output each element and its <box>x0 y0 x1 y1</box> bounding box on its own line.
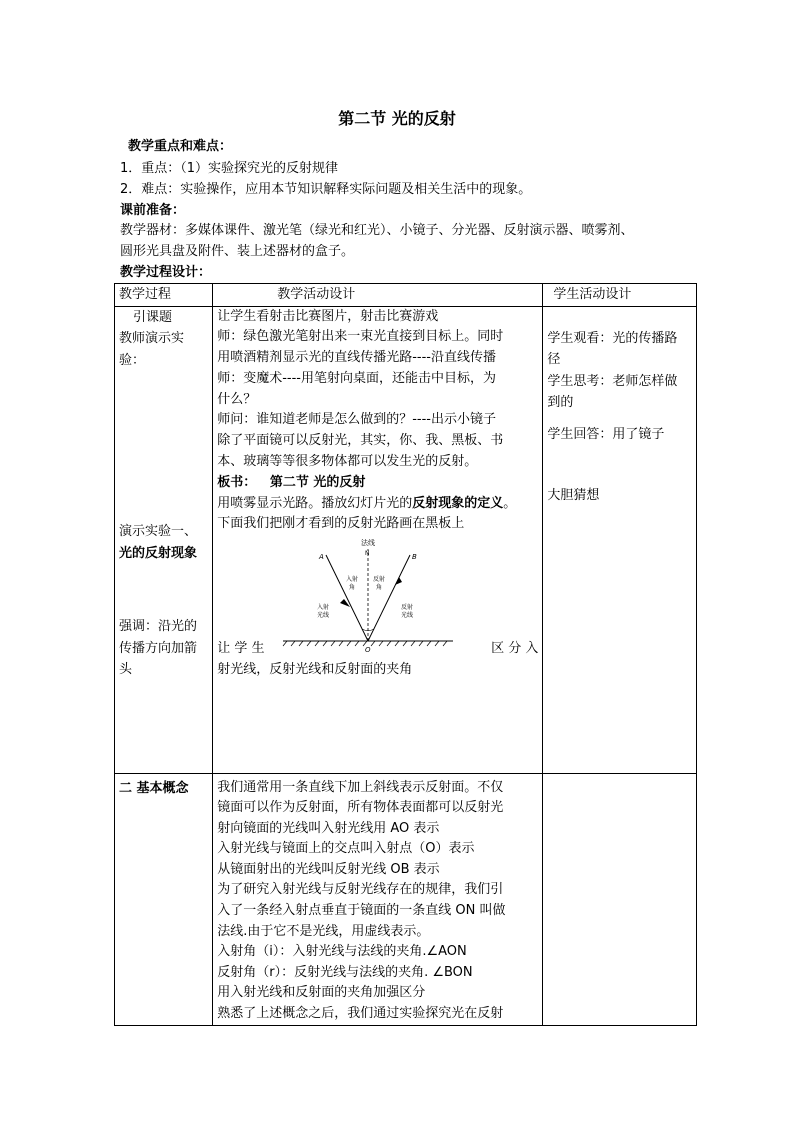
concept-line: 入射光线与镜面上的交点叫入射点（O）表示 <box>217 841 475 857</box>
student-line: 学生思考：老师怎样做 <box>547 373 678 389</box>
teacher-line: 除了平面镜可以反射光，其实，你、我、黑板、书 <box>217 433 504 449</box>
experiment-one-label: 演示实验一、 <box>119 524 198 539</box>
concept-line: 法线.由于它不是光线，用虚线表示。 <box>217 923 430 939</box>
row1-student-cell <box>543 306 697 773</box>
emphasis-line-1: 强调：沿光的 <box>119 619 198 634</box>
table-header-row <box>115 284 697 307</box>
reflection-angle-label-2: 角 <box>376 584 383 592</box>
incident-angle-label-2: 角 <box>349 584 356 592</box>
concept-line: 从镜面射出的光线叫反射光线 OB 表示 <box>217 861 440 877</box>
spray-text: 用喷雾显示光路。播放幻灯片光的 <box>217 495 413 511</box>
period-text: 。 <box>503 495 517 511</box>
normal-label: 法线 <box>361 539 376 548</box>
row2-process-cell <box>115 773 213 1025</box>
prep-line-2: 圆形光具盘及附件、装上述器材的盒子。 <box>120 244 355 259</box>
row1-teacher-cell <box>213 306 543 773</box>
page-title: 第二节 光的反射 <box>338 109 456 128</box>
teacher-demo-label: 教师演示实验： <box>119 331 185 368</box>
board-writing <box>217 473 538 494</box>
student-line: 学生观看：光的传播路 <box>547 330 678 346</box>
incident-ray-label-1: 入射 <box>317 604 330 612</box>
teacher-line: 用喷酒精剂显示光的直线传播光路----沿直线传播 <box>217 350 496 366</box>
basic-concepts-label: 二 基本概念 <box>119 780 189 796</box>
row2-teacher-cell <box>213 773 543 1025</box>
incident-ray <box>326 555 368 641</box>
n-label: N <box>365 550 370 558</box>
distinguish-text: 区 分 入 <box>491 641 539 657</box>
emphasis-line-2: 传播方向加箭 <box>119 640 198 656</box>
key-point-1: 1．重点：（1）实验探究光的反射规律 <box>120 161 339 176</box>
teacher-line: 师问：谁知道老师是怎么做到的？----出示小镜子 <box>217 412 496 428</box>
concept-line: 镜面可以作为反射面，所有物体表面都可以反射光 <box>217 800 504 816</box>
reflection-angle-label-1: 反射 <box>373 576 386 584</box>
concept-line: 用入射光线和反射面的夹角加强区分 <box>217 985 426 1001</box>
teacher-line <box>217 494 538 515</box>
concept-line: 我们通常用一条直线下加上斜线表示反射面。不仅 <box>217 779 504 795</box>
b-label: B <box>412 553 418 562</box>
o-label: O <box>365 646 371 655</box>
concept-line: 射向镜面的光线叫入射光线用 AO 表示 <box>217 820 440 836</box>
concept-line: 熟悉了上述概念之后，我们通过实验探究光在反射 <box>217 1006 504 1022</box>
lesson-table <box>114 283 697 1026</box>
table-row <box>115 773 697 1025</box>
reflected-ray-label-2: 光线 <box>401 612 414 620</box>
student-line: 大胆猜想 <box>547 488 600 503</box>
board-label: 板书： <box>217 474 257 490</box>
prep-heading: 课前准备： <box>120 203 186 218</box>
row1-process-cell <box>115 306 213 773</box>
teacher-line: 什么？ <box>217 391 257 407</box>
student-line: 径 <box>547 352 561 367</box>
reflected-ray-label-1: 反射 <box>401 604 414 612</box>
table-row <box>115 306 697 773</box>
header-teacher-activity: 教学活动设计 <box>213 284 543 307</box>
concept-line: 入了一条经入射点垂直于镜面的一条直线 ON 叫做 <box>217 903 506 919</box>
header-student-activity: 学生活动设计 <box>543 284 697 307</box>
emphasis-line-3: 头 <box>119 662 133 677</box>
key-points-heading: 教学重点和难点： <box>128 139 233 154</box>
teacher-line: 师：绿色激光笔射出来一束光直接到目标上。同时 <box>217 329 504 345</box>
prep-line-1: 教学器材：多媒体课件、激光笔（绿光和红光）、小镜子、分光器、反射演示器、喷雾剂、 <box>120 223 634 238</box>
concept-line: 为了研究入射光线与反射光线存在的规律，我们引 <box>217 882 504 898</box>
reflected-ray <box>368 555 410 641</box>
incident-angle-label-1: 入射 <box>346 576 359 584</box>
intro-label: 引课题 <box>133 309 173 325</box>
let-students-text: 让 学 生 <box>217 641 265 657</box>
concept-line: 反射角（r）：反射光线与法线的夹角. ∠BON <box>217 964 473 980</box>
key-point-2: 2．难点：实验操作，应用本节知识解释实际问题及相关生活中的现象。 <box>120 182 532 197</box>
teacher-line: 师：变魔术----用笔射向桌面，还能击中目标，为 <box>217 370 496 386</box>
a-label: A <box>319 553 325 562</box>
row2-student-cell <box>543 773 697 1025</box>
definition-text: 反射现象的定义 <box>412 495 504 511</box>
teacher-line: 射光线，反射光线和反射面的夹角 <box>217 662 413 678</box>
incident-ray-label-2: 光线 <box>317 612 330 620</box>
student-line: 学生回答：用了镜子 <box>547 426 665 442</box>
teacher-line: 下面我们把刚才看到的反射光路画在黑板上 <box>217 516 465 532</box>
reflection-phenomenon-label: 光的反射现象 <box>119 545 198 561</box>
header-process: 教学过程 <box>115 284 213 307</box>
teacher-line: 本、玻璃等等很多物体都可以发生光的反射。 <box>217 454 478 470</box>
concept-line: 入射角（i）：入射光线与法线的夹角.∠AON <box>217 944 467 960</box>
board-text: 第二节 光的反射 <box>269 474 366 490</box>
process-heading: 教学过程设计： <box>120 265 212 280</box>
reflected-arrow-icon <box>395 577 402 585</box>
student-line: 到的 <box>547 395 574 410</box>
teacher-line: 让学生看射击比赛图片，射击比赛游戏 <box>217 308 439 324</box>
